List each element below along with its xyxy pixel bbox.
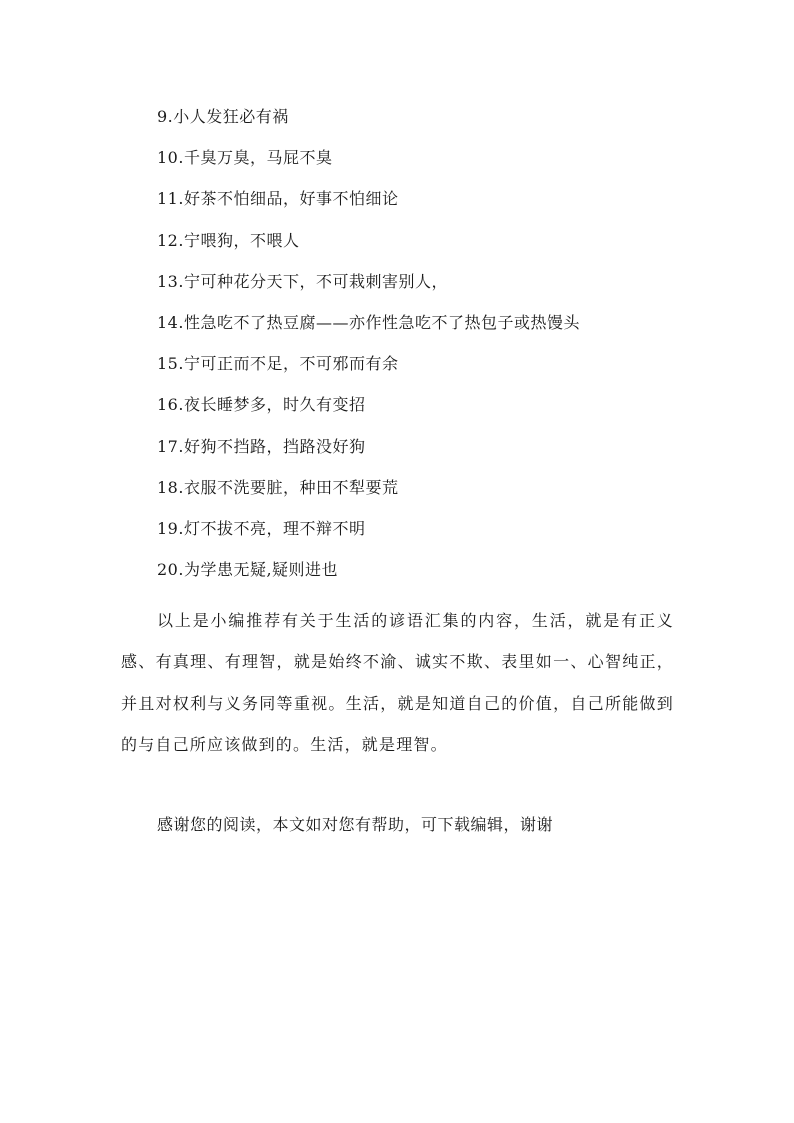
- proverb-item: 14.性急吃不了热豆腐——亦作性急吃不了热包子或热馒头: [157, 312, 580, 332]
- proverb-item: 18.衣服不洗要脏，种田不犁要荒: [157, 477, 399, 497]
- proverb-item: 10.千臭万臭，马屁不臭: [157, 148, 333, 168]
- proverb-item: 11.好茶不怕细品，好事不怕细论: [157, 189, 399, 209]
- proverb-item: 15.宁可正而不足，不可邪而有余: [157, 354, 399, 374]
- proverb-item: 19.灯不拔不亮，理不辩不明: [157, 518, 366, 538]
- proverb-item: 17.好狗不挡路，挡路没好狗: [157, 436, 366, 456]
- proverb-item: 13.宁可种花分天下，不可栽刺害别人，: [157, 271, 448, 291]
- thanks-note: 感谢您的阅读，本文如对您有帮助，可下载编辑，谢谢: [157, 815, 554, 834]
- proverb-item: 12.宁喂狗，不喂人: [157, 230, 300, 250]
- proverb-item: 16.夜长睡梦多，时久有变招: [157, 395, 366, 415]
- proverb-item: 20.为学患无疑,疑则进也: [157, 560, 339, 580]
- proverb-list: [157, 104, 697, 598]
- summary-paragraph: 以上是小编推荐有关于生活的谚语汇集的内容，生活，就是有正义感、有真理、有理智，就是始终不渝、诚实不欺、表里如一、心智纯正，并且对权利与义务同等重视。生活，就是知道自己的价值，自己所能做到的与自己所应该做到的。生活，就是理智。: [121, 611, 674, 754]
- proverb-item: 9.小人发狂必有祸: [157, 107, 289, 126]
